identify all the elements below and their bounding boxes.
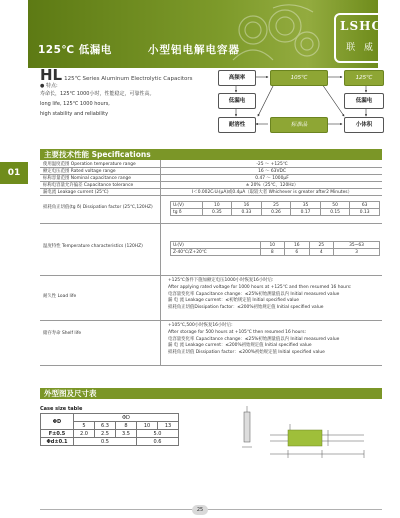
page-number: 25	[192, 505, 208, 515]
header-title-cn: 小型铝电解电容器	[148, 44, 240, 56]
shelf-life-label: 储存寿命 Shelf life	[43, 331, 82, 336]
shelf-line: 损耗角正切值 Dissipation factor：≤200%初始规定值 Initial specified value	[168, 350, 325, 356]
spec-value: ± 20%（25℃，120Hz）	[245, 183, 299, 188]
load-life-text	[168, 278, 352, 312]
temp-val: 3	[334, 249, 380, 256]
case-cell: 6.3	[95, 422, 116, 430]
df-val: 0.13	[350, 209, 380, 216]
df-label: 损耗角正切值(tg δ) Dissipation factor (25℃,120HZ)	[43, 205, 153, 210]
spec-row-temp-char	[40, 223, 382, 276]
spec-value: -25 ～ +125℃	[256, 162, 288, 167]
shelf-line: After storage for 500 hours at +105℃ then resumed 16 hours:	[168, 329, 306, 335]
load-line: After applying rated voltage for 1000 hours at +125℃ and then resumed 16 hours:	[168, 284, 352, 290]
box-solvent-resistant: 耐溶性	[218, 117, 256, 133]
temp-head: 16	[285, 242, 310, 249]
box-small-size: 小体积	[344, 117, 384, 133]
temp-val: 4	[309, 249, 334, 256]
temp-head: 25	[309, 242, 334, 249]
shelf-line: 漏 电 流 Leakage current：≤200%初始规定值 Initial specified value	[168, 343, 312, 349]
case-cell: 8	[116, 422, 137, 430]
temp-char-table	[170, 241, 380, 256]
case-cell: 2.5	[95, 430, 116, 438]
logo-text: LSHC	[340, 19, 382, 33]
box-105c: 105℃	[270, 70, 328, 86]
spec-key: 额定电压范围 Rated voltage range	[43, 169, 116, 174]
df-head: 16	[232, 202, 262, 209]
df-val: 0.26	[261, 209, 291, 216]
temp-val: 8	[260, 249, 285, 256]
spec-value: 16 ～ 63VDC	[258, 169, 286, 174]
df-head: 10	[202, 202, 232, 209]
capacitor-drawing-icon	[240, 402, 380, 462]
case-cell: ΦD	[74, 414, 179, 422]
spec-key: 标称电容量允许偏差 Capacitance tolerance	[43, 183, 134, 188]
df-val: 0.35	[202, 209, 232, 216]
load-line: 漏 电 流 Leakage current：≤初始规定值 Initial specified value	[168, 298, 300, 304]
header-banner	[28, 0, 382, 68]
case-cell: 10	[137, 422, 158, 430]
df-head: 35	[291, 202, 321, 209]
case-cell: 3.5	[116, 430, 137, 438]
case-cell: 5	[74, 422, 95, 430]
spec-row-df	[40, 195, 382, 224]
load-life-label: 耐久性 Load life	[43, 294, 77, 299]
shelf-line: 电容量变化率 Capacitance change：≤25%初始测量值以内 Initial measured value	[168, 336, 340, 342]
load-line: 损耗角正切值Dissipation factor：≤200%初始规定值 Initial specified value	[168, 305, 324, 311]
box-high-frequency: 高频率	[218, 70, 256, 86]
spec-row-load-life	[40, 275, 382, 321]
case-cell: Φd±0.1	[41, 438, 74, 446]
company-logo	[334, 13, 388, 63]
spec-value: 0.47 ～ 1000μF	[255, 176, 289, 181]
df-table	[170, 201, 380, 216]
box-standard: 标准品	[270, 117, 328, 133]
shelf-line: +105℃,500小时恢复16小时后:	[168, 323, 233, 328]
df-head: 25	[261, 202, 291, 209]
temp-val: 6	[285, 249, 310, 256]
df-head: Uᵣ(V)	[171, 202, 203, 209]
spec-row-shelf-life	[40, 320, 382, 366]
spec-value: I＜0.002CᵣUᵣ(μA)或0.4μA（取较大者 Whichever is greater after2 Minutes）	[192, 190, 352, 195]
load-line: +125℃条件下施加额定电压1000小时恢复16小时后:	[168, 278, 274, 283]
header-title-temp: 125℃ 低漏电	[38, 44, 112, 56]
spec-key: 漏电流 Leakage current (25℃)	[43, 190, 109, 195]
df-head: 63	[350, 202, 380, 209]
case-cell: F±0.5	[41, 430, 74, 438]
case-cell: 5.0	[137, 430, 179, 438]
df-head: 50	[320, 202, 350, 209]
box-125c: 125℃	[344, 70, 384, 86]
temp-head: 35~63	[334, 242, 380, 249]
spec-heading: 主要技术性能 Specifications	[40, 149, 382, 160]
dims-heading: 外型图及尺寸表	[40, 388, 382, 399]
temp-val: Z-40℃/Z+20℃	[171, 249, 261, 256]
series-title	[40, 66, 193, 84]
df-val: 0.17	[291, 209, 321, 216]
footer-line	[40, 509, 382, 510]
section-tab: 01	[0, 162, 28, 184]
shelf-life-text	[168, 323, 339, 357]
feature-line-en-2: high stability and reliability	[40, 111, 109, 117]
feature-line-cn: 寿命长，125℃ 1000小时，性能稳定，可靠性高。	[40, 91, 155, 97]
temp-char-label: 温度特性 Temperature characteristics (120HZ)	[43, 244, 143, 249]
box-low-leakage-right: 低漏电	[344, 93, 384, 109]
logo-cn: 联 威	[346, 43, 376, 53]
feature-diagram	[218, 70, 384, 150]
case-size-table	[40, 413, 179, 446]
box-low-leakage-left: 低漏电	[218, 93, 256, 109]
case-cell: 0.6	[137, 438, 179, 446]
flower-decoration-icon	[223, 0, 323, 68]
case-size-title: Case size table	[40, 406, 83, 412]
case-cell: 13	[158, 422, 179, 430]
temp-head: Uᵣ(V)	[171, 242, 261, 249]
spec-key: 使用温度范围 Operation temperature range	[43, 162, 136, 167]
feature-bullet: ● 特点:	[40, 83, 58, 89]
feature-line-en-1: long life, 125℃ 1000 hours,	[40, 101, 110, 107]
series-name: HL	[40, 66, 63, 84]
df-val: 0.33	[232, 209, 262, 216]
series-desc: 125℃ Series Aluminum Electrolytic Capacitors	[64, 76, 193, 82]
case-cell: ΦD	[41, 414, 74, 430]
case-cell: 0.5	[74, 438, 137, 446]
temp-head: 10	[260, 242, 285, 249]
spec-key: 标称容量范围 Nominal capacitance range	[43, 176, 131, 181]
df-val: 0.15	[320, 209, 350, 216]
load-line: 电容量变化率 Capacitance change：≤25%初始测量值以内 Initial measured value	[168, 291, 340, 297]
df-val: tg δ	[171, 209, 203, 216]
case-cell: 2.0	[74, 430, 95, 438]
